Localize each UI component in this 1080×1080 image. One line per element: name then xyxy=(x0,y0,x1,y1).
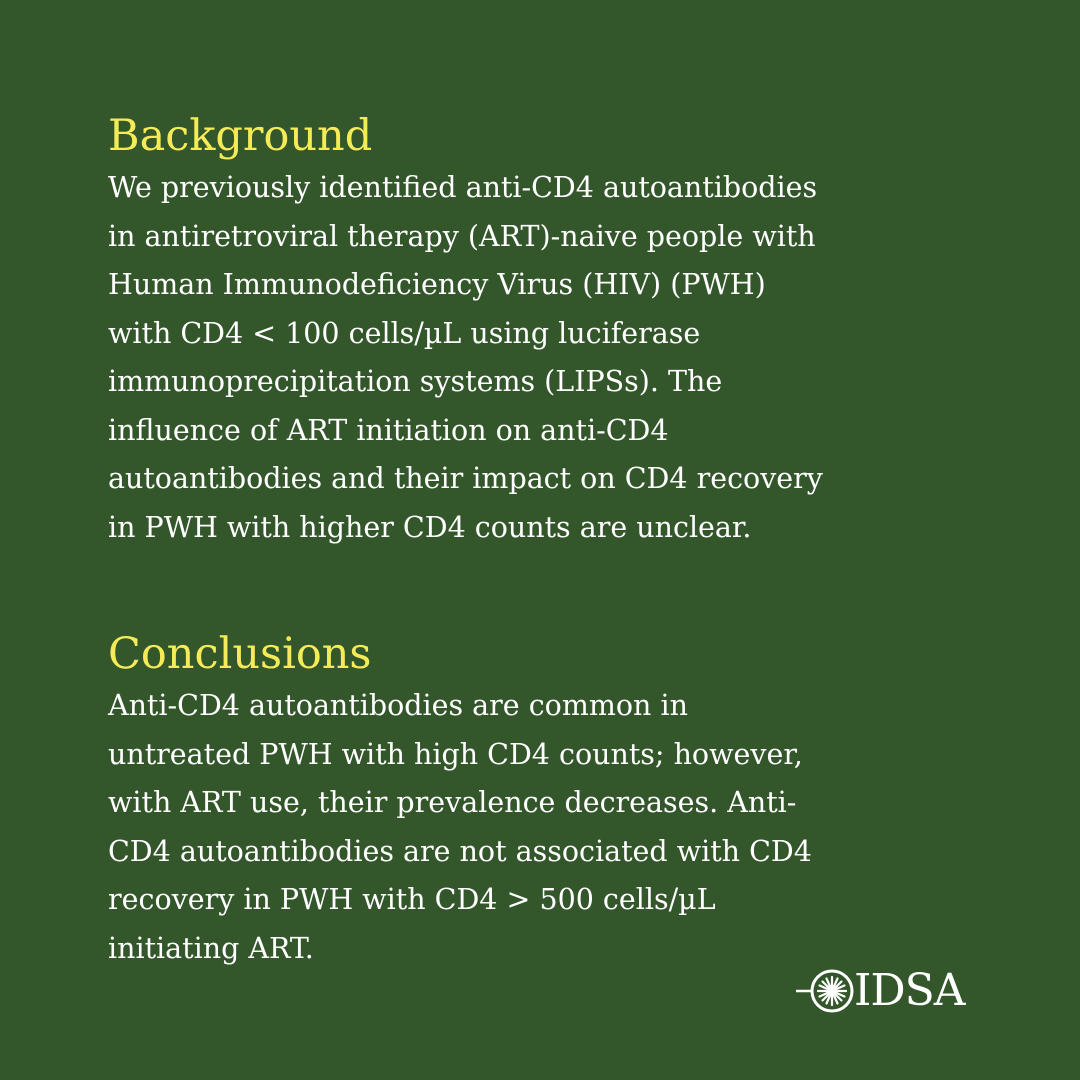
conclusions-section xyxy=(108,630,988,973)
idsa-logo xyxy=(796,965,965,1016)
idsa-logo-text: IDSA xyxy=(854,965,965,1016)
conclusions-line: with ART use, their prevalence decreases. Anti- xyxy=(108,786,797,819)
conclusions-line: initiating ART. xyxy=(108,931,314,965)
background-line: Human Immunodeficiency Virus (HIV) (PWH) xyxy=(108,268,766,301)
starburst-circle-icon xyxy=(796,968,856,1014)
background-line: autoantibodies and their impact on CD4 recovery xyxy=(108,462,823,495)
conclusions-line: CD4 autoantibodies are not associated with CD4 xyxy=(108,834,812,868)
background-line: We previously identified anti-CD4 autoantibodies xyxy=(108,171,818,204)
background-paragraph xyxy=(108,164,988,552)
background-line: in antiretroviral therapy (ART)-naive people with xyxy=(108,219,816,253)
conclusions-line: Anti-CD4 autoantibodies are common in xyxy=(108,689,688,722)
conclusions-heading: Conclusions xyxy=(108,629,372,679)
conclusions-paragraph xyxy=(108,682,988,973)
background-heading: Background xyxy=(108,111,373,161)
background-line: immunoprecipitation systems (LIPSs). The xyxy=(108,365,723,398)
background-line: with CD4 < 100 cells/µL using luciferase xyxy=(108,316,701,350)
background-section xyxy=(108,112,988,552)
conclusions-line: recovery in PWH with CD4 > 500 cells/µL xyxy=(108,883,716,916)
background-line: influence of ART initiation on anti-CD4 xyxy=(108,413,669,447)
background-line: in PWH with higher CD4 counts are unclear. xyxy=(108,510,752,544)
conclusions-line: untreated PWH with high CD4 counts; however, xyxy=(108,737,803,771)
